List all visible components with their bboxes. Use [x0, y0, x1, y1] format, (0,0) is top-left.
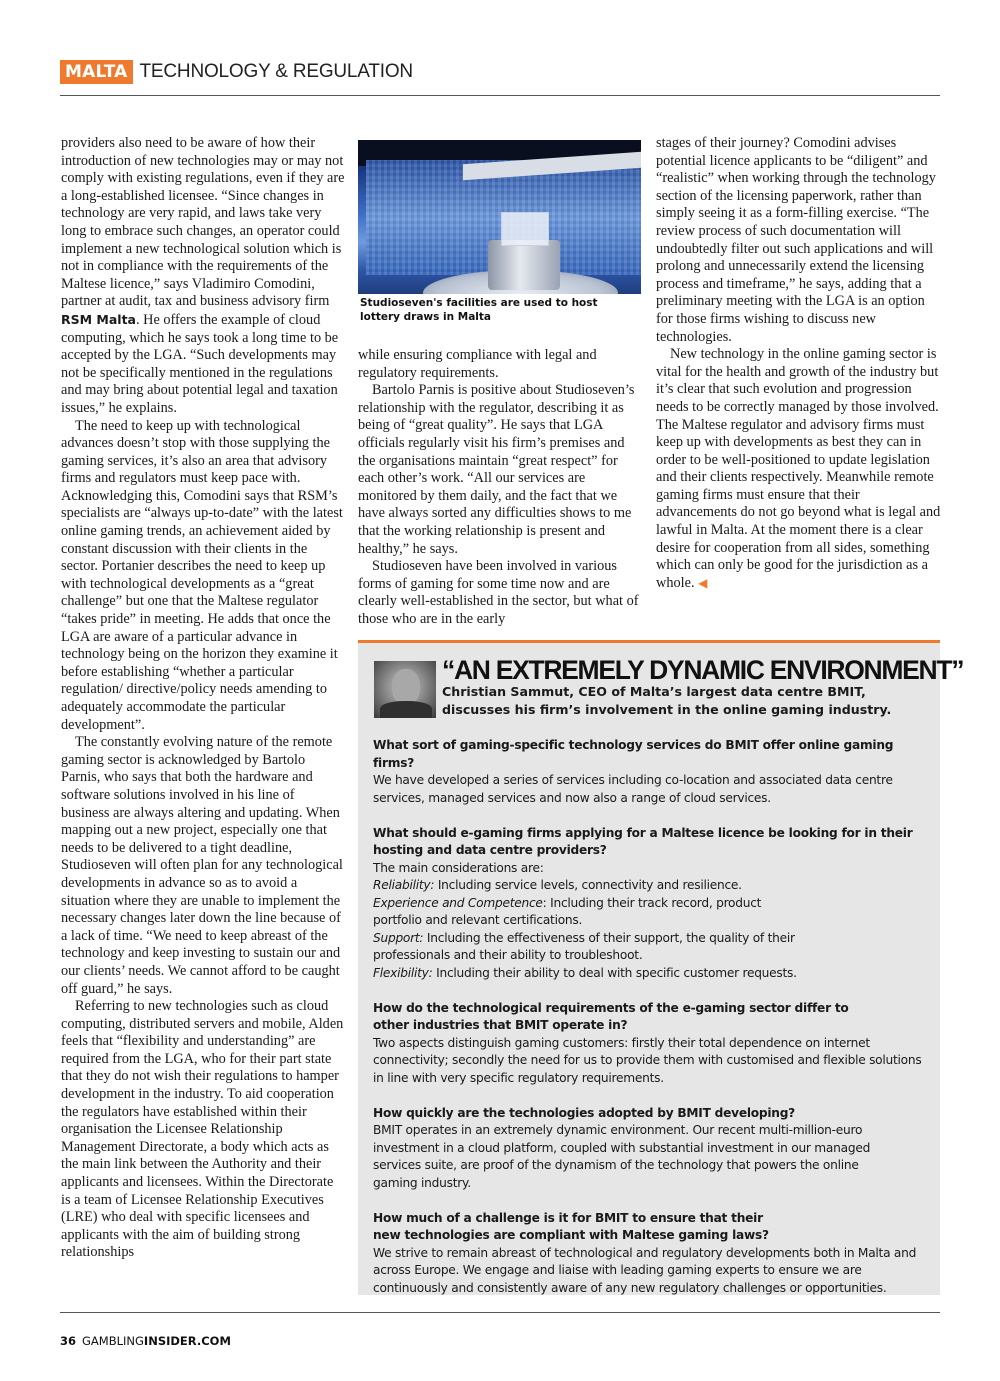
site-name-regular: GAMBLING	[82, 1334, 144, 1348]
site-name-bold: INSIDER.COM	[143, 1334, 231, 1348]
consideration: Flexibility: Including their ability to deal with specific customer requests.	[373, 965, 797, 980]
page-header	[60, 60, 413, 84]
page-footer	[60, 1334, 231, 1348]
article-column-2	[358, 347, 643, 629]
question: How quickly are the technologies adopted by BMIT developing?	[373, 1105, 796, 1120]
sidebar-headline: “AN EXTREMELY DYNAMIC ENVIRONMENT”	[442, 655, 964, 685]
paragraph: Studioseven have been involved in various forms of gaming for some time now and are clearly well-established in the sector, but what of those who are in the early	[358, 558, 639, 627]
question: How much of a challenge is it for BMIT to ensure that their new technologies are compliant with Maltese gaming laws?	[373, 1210, 769, 1242]
qa-item	[373, 737, 933, 807]
paragraph: The constantly evolving nature of the remote gaming sector is acknowledged by Bartolo Parnis, who says that both the hardware and software solutions involved in his line of business are always altering and updating. When mapping out a new project, especially one that needs to be delivered to a tight deadline, Studioseven will often plan for any technological developments in advance so as to avoid a situation where they are unable to implement the necessary changes later down the line because of a lack of time. “We need to keep abreast of the technology and keep investing to sustain our and our clients’ needs. We cannot afford to be caught off guard,” he says.	[61, 734, 343, 997]
photo-caption: Studioseven's facilities are used to host lottery draws in Malta	[358, 294, 641, 326]
footer-divider	[60, 1312, 940, 1313]
company-name: RSM Malta	[61, 311, 136, 327]
paragraph: The need to keep up with technological advances doesn’t stop with those supplying the gaming services, it’s also an area that advisory firms and regulators must keep pace with. Acknowledging this, Comodini says that RSM’s specialists are “always up-to-date” with the latest online gaming trends, an achievement aided by constant discussion with their clients in the sector. Portanier describes the need to keep up with technological developments as a “great challenge” but one that the Maltese regulator “takes pride” in meeting. He adds that once the LGA are aware of a particular advance in technology being on the horizon they examine it before establishing “whether a particular regulation/ directive/policy needs amending to adequately accommodate the particular development”.	[61, 417, 343, 733]
article-column-3	[656, 135, 941, 592]
answer: We have developed a series of services including co-location and associated data centre services, managed services and now also a range of cloud services.	[373, 773, 893, 805]
paragraph: Referring to new technologies such as cloud computing, distributed servers and mobile, Alden feels that “flexibility and understanding” are required from the LGA, who for their part state that they do not wish their regulations to hamper development in the industry. To aid cooperation the regulators have established within their organisation the Licensee Relationship Management Directorate, a body which acts as the main link between the Authority and their applicants and licensees. Within the Directorate is a team of Licensee Relationship Executives (LRE) who deal with specific licensees and applicants with the aim of building strong relationships	[61, 998, 344, 1261]
paragraph: providers also need to be aware of how their introduction of new technologies may or may not comply with existing regulations, even if they are a long-established licensee. “Since changes in technology are very rapid, and laws take very long to embrace such changes, an operator could implement a new technological solution which is not in compliance with the requirements of the Maltese licence,” says Vladimiro Comodini, partner at audit, tax and business advisory firm RSM Malta. He offers the example of cloud computing, which he says took a long time to be accepted by the LGA. “Such developments may not be specifically mentioned in the regulations and may bring about potential legal and taxation issues,” he explains.	[61, 135, 345, 416]
answer: Two aspects distinguish gaming customers: firstly their total dependence on internet connectivity; secondly the need for us to provide them with customised and flexible solutions in line with very specific regulatory requirements.	[373, 1035, 922, 1085]
qa-item	[373, 1000, 933, 1088]
page-number: 36	[60, 1334, 77, 1348]
qa-list	[373, 737, 933, 1315]
header-divider	[60, 95, 940, 96]
end-of-article-icon: ◀	[698, 575, 708, 590]
qa-item	[373, 1210, 933, 1298]
consideration: Support: Including the effectiveness of their support, the quality of their professionals and their ability to troubleshoot.	[373, 930, 795, 962]
qa-item	[373, 1105, 933, 1193]
answer-intro: The main considerations are:	[373, 860, 544, 875]
answer: BMIT operates in an extremely dynamic environment. Our recent multi-million-euro investment in a cloud platform, coupled with substantial investment in our managed services suite, are proof of the dynamism of the technology that powers the online gaming industry.	[373, 1123, 871, 1190]
section-title: TECHNOLOGY & REGULATION	[139, 61, 413, 82]
article-column-1	[61, 135, 346, 1262]
consideration: Reliability: Including service levels, connectivity and resilience.	[373, 878, 742, 892]
avatar	[374, 661, 436, 718]
answer: We strive to remain abreast of technological and regulatory developments both in Malta and across Europe. We engage and liaise with leading gaming experts to ensure we are continuously and consistently aware of any new regulatory challenges or opportunities.	[373, 1245, 917, 1295]
paragraph: New technology in the online gaming sector is vital for the health and growth of the industry but it’s clear that such evolution and progression needs to be correctly managed by those involved. The Maltese regulator and advisory firms must keep up with developments as best they can in order to be well-positioned to update legislation and their clients respectively. Meanwhile remote gaming firms must ensure that their advancements do not go beyond what is legal and lawful in Malta. At the moment there is a clear desire for cooperation from all sides, something which can only be good for the jurisdiction as a whole. ◀	[656, 346, 941, 591]
interview-sidebar	[358, 643, 964, 1295]
sidebar-standfirst: Christian Sammut, CEO of Malta’s largest data centre BMIT, discusses his firm’s involvement in the online gaming industry.	[442, 684, 892, 717]
consideration: Experience and Competence: Including their track record, product portfolio and relevant certifications.	[373, 895, 762, 927]
paragraph: Bartolo Parnis is positive about Studioseven’s relationship with the regulator, describing it as being of “great quality”. He says that LGA officials regularly visit his firm’s premises and the organisations maintain “great respect” for each other’s work. “All our services are monitored by them daily, and the fact that we have always sorted any difficulties shows to me that the working relationship is present and healthy,” he says.	[358, 382, 635, 557]
question: What sort of gaming-specific technology services do BMIT offer online gaming firms?	[373, 738, 894, 770]
qa-item	[373, 825, 933, 983]
paragraph: while ensuring compliance with legal and regulatory requirements.	[358, 347, 597, 381]
paragraph: stages of their journey? Comodini advises potential licence applicants to be “diligent” and “realistic” when working through the technology section of the licensing paperwork, rather than simply seeing it as a form-filling exercise. “The review process of such documentation will undoubtedly filter out such applications and will prolong and unnecessarily extend the licensing process and timeframe,” he says, adding that a preliminary meeting with the LGA is an option for those firms wishing to discuss new technologies.	[656, 135, 936, 345]
question: How do the technological requirements of the e-gaming sector differ to other industries that BMIT operate in?	[373, 1000, 849, 1032]
studioseven-photo	[358, 140, 641, 326]
section-badge: MALTA	[60, 60, 133, 84]
question: What should e-gaming firms applying for a Maltese licence be looking for in their hosting and data centre providers?	[373, 825, 913, 857]
